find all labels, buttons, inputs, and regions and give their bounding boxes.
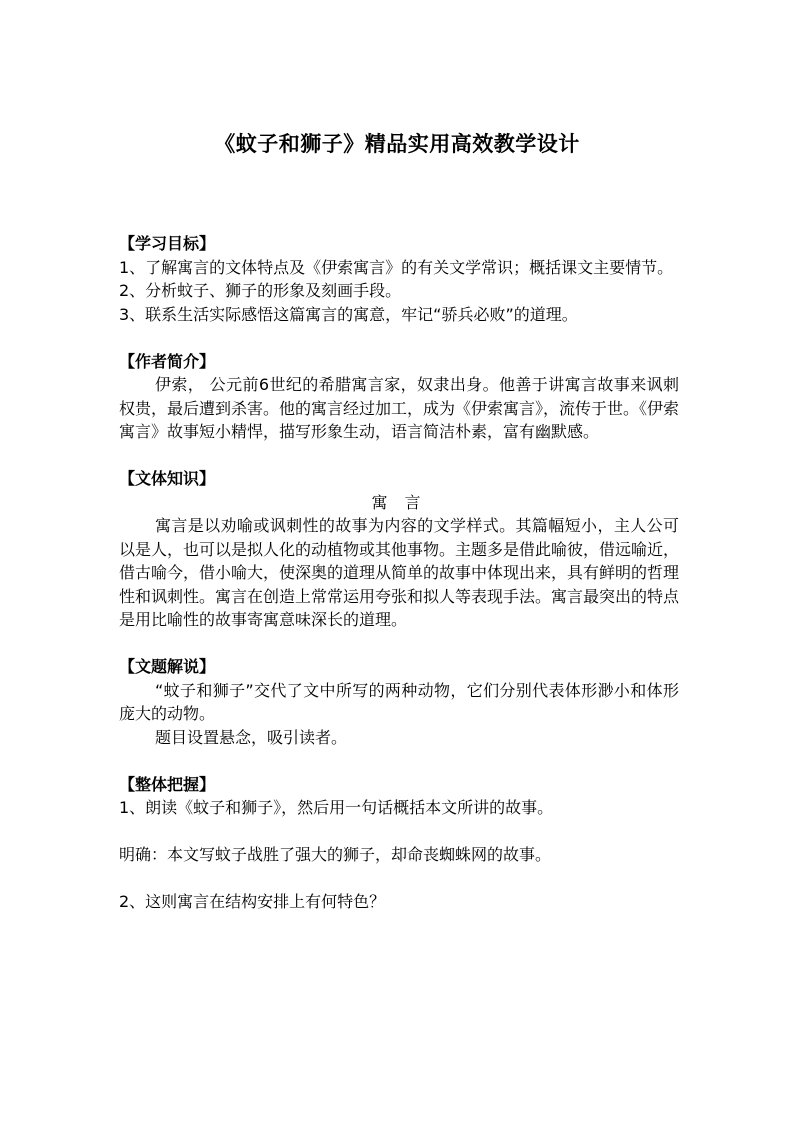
goal-item-3: 3、联系生活实际感悟这篇寓言的寓意，牢记“骄兵必败”的道理。: [119, 304, 578, 324]
goal-item-2: 2、分析蚊子、狮子的形象及刻画手段。: [119, 281, 402, 300]
section-heading-title-explain: 【文题解说】: [119, 657, 216, 676]
overall-question-2: 2、这则寓言在结构安排上有何特色？: [119, 892, 386, 911]
section-heading-overall: 【整体把握】: [119, 774, 216, 794]
goal-item-1: 1、了解寓言的文体特点及《伊索寓言》的有关文学常识；概括课文主要情节。: [119, 257, 674, 277]
title-explain-paragraph-2: 题目设置悬念，吸引读者。: [155, 727, 348, 747]
overall-question-1: 1、朗读《蚊子和狮子》，然后用一句话概括本文所讲的故事。: [119, 798, 554, 817]
genre-paragraph: 寓言是以劝喻或讽刺性的故事为内容的文学样式。其篇幅短小，主人公可以是人，也可以是拟人化的动植物或其他事物。主题多是借此喻彼，借远喻近，借古喻今，借小喻大，使深奥的道理从简单的故事中体现出来，具有鲜明的哲理性和讽刺性。寓言在创造上常常运用夸张和拟人等表现手法。寓言最突出的特点是用比喻性的故事寄寓意味深长的道理。: [119, 516, 680, 629]
author-paragraph: 伊索， 公元前6世纪的希腊寓言家，奴隶出身。他善于讲寓言故事来讽刺权贵，最后遭到杀害。他的寓言经过加工，成为《伊索寓言》，流传于世。《伊索寓言》故事短小精悍，描写形象生动，语言简洁朴素，富有幽默感。: [119, 375, 680, 441]
section-heading-author: 【作者简介】: [119, 351, 216, 371]
title-explain-paragraph-1: “蚊子和狮子”交代了文中所写的两种动物，它们分别代表体形渺小和体形庞大的动物。: [119, 680, 679, 723]
section-heading-goals: 【学习目标】: [119, 234, 216, 253]
document-body: [119, 232, 679, 914]
genre-subtitle: 寓 言: [371, 492, 427, 512]
document-title: 《蚊子和狮子》精品实用高效教学设计: [214, 132, 580, 156]
overall-answer-1: 明确：本文写蚊子战胜了强大的狮子，却命丧蜘蛛网的故事。: [119, 845, 552, 864]
section-heading-genre: 【文体知识】: [119, 469, 216, 488]
